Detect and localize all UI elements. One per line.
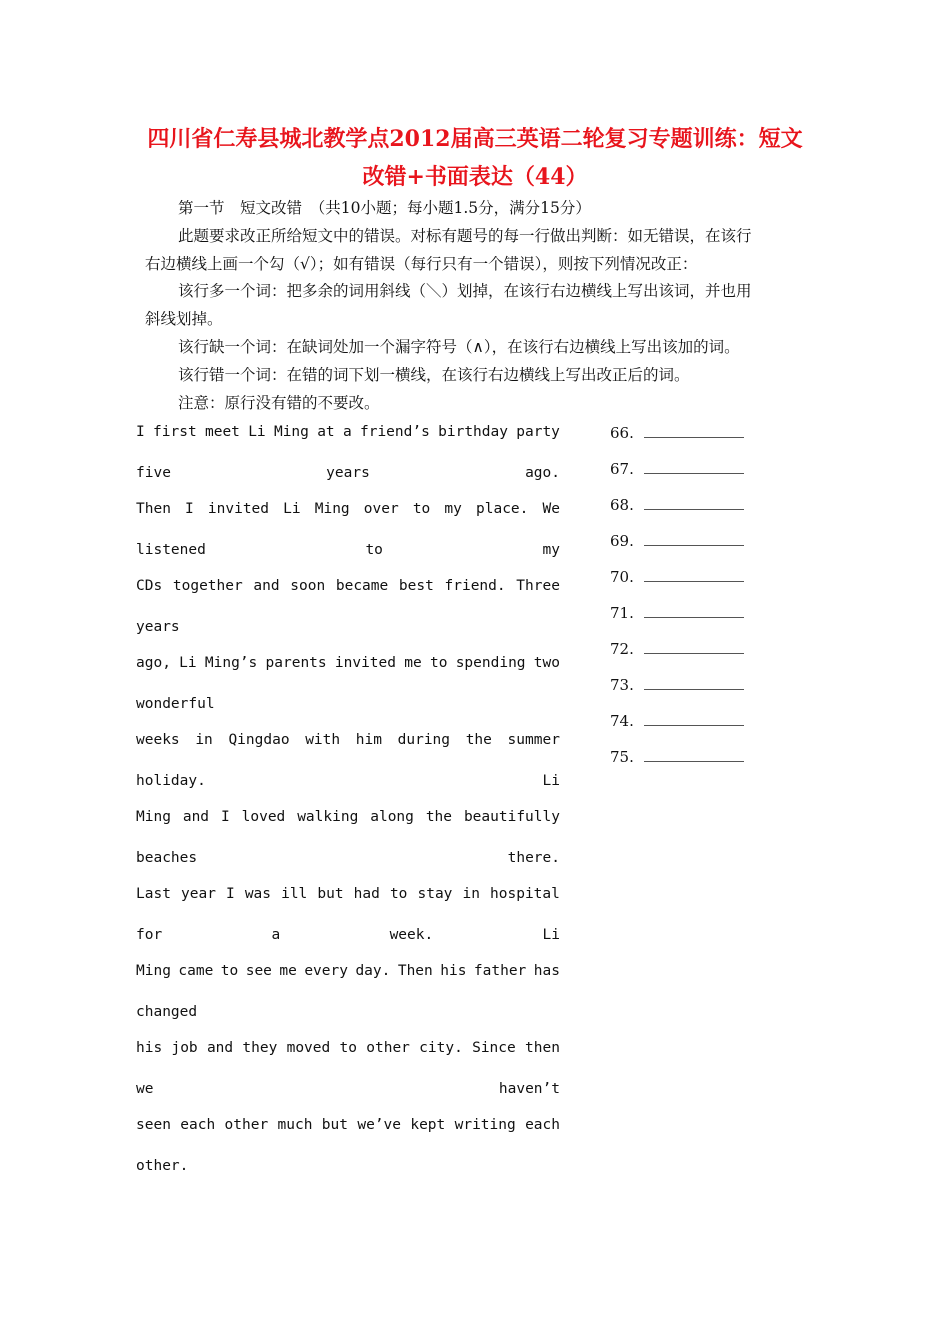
passage-word: there. [507, 850, 560, 866]
instruction-text: 该行错一个词：在错的词下划一横线，在该行右边横线上写出改正后的词。 [178, 366, 690, 384]
passage-word: seen [136, 1117, 171, 1133]
passage-word: five [136, 465, 171, 481]
passage-word: in [195, 732, 213, 748]
passage-word: job [171, 1040, 198, 1056]
passage-word: in [462, 886, 480, 902]
passage-word: Ming [314, 501, 350, 517]
passage-word: friend. [444, 578, 506, 594]
passage-line: wonderful [136, 696, 215, 712]
instruction-text: 右边横线上画一个勾（√）；如有错误（每行只有一个错误），则按下列情况改正： [145, 255, 698, 273]
passage-word: the [465, 732, 492, 748]
passage-word: holiday. [136, 773, 206, 789]
passage-word: summer [507, 732, 560, 748]
question-number: 75. [610, 748, 634, 766]
passage-word: other [366, 1040, 410, 1056]
document-title-line-1: 四川省仁寿县城北教学点2012届高三英语二轮复习专题训练：短文 [147, 126, 803, 152]
passage-word: kept [410, 1117, 446, 1133]
passage-word: each [525, 1117, 560, 1133]
passage-word: at [317, 424, 335, 440]
answer-blank[interactable] [644, 425, 744, 438]
passage-word: each [180, 1117, 216, 1133]
passage-word: over [363, 501, 399, 517]
passage-word: city. [419, 1040, 463, 1056]
passage-word: Ming [136, 963, 171, 979]
passage-word: during [397, 732, 451, 748]
question-number: 69. [610, 532, 634, 550]
passage-word: Ming [273, 424, 309, 440]
passage-word: every [304, 963, 348, 979]
passage-word: but [317, 886, 344, 902]
passage-word: we’ve [357, 1117, 401, 1133]
passage-line [136, 542, 560, 558]
passage-word: years [326, 465, 370, 481]
passage-word: I [226, 886, 235, 902]
passage-word: me [279, 963, 297, 979]
passage-word: ill [281, 886, 308, 902]
passage-word: then [525, 1040, 560, 1056]
passage-word: came [178, 963, 214, 979]
passage-word: soon [290, 578, 326, 594]
passage-word: place. [476, 501, 529, 517]
answer-line-66 [610, 424, 744, 442]
passage-word: beautifully [463, 809, 560, 825]
section-heading: 第一节 短文改错 （共10小题；每小题1.5分，满分15分） [178, 199, 591, 217]
instruction-text: 该行缺一个词：在缺词处加一个漏字符号（∧），在该行右边横线上写出该加的词。 [178, 338, 740, 356]
passage-line [136, 465, 560, 481]
passage-word: listened [136, 542, 206, 558]
passage-word: weeks [136, 732, 180, 748]
passage-word: best [398, 578, 434, 594]
answer-blank[interactable] [644, 641, 744, 654]
answer-line-67 [610, 460, 744, 478]
passage-word: year [181, 886, 216, 902]
passage-word: Ming’s [204, 655, 258, 671]
question-number: 68. [610, 496, 634, 514]
question-number: 70. [610, 568, 634, 586]
passage-word: had [353, 886, 380, 902]
passage-word: has [533, 963, 560, 979]
answer-blank[interactable] [644, 569, 744, 582]
answer-line-75 [610, 748, 744, 766]
passage-word: I [185, 501, 194, 517]
instruction-text: 斜线划掉。 [145, 310, 223, 328]
passage-word: Li [542, 773, 560, 789]
passage-word: other [224, 1117, 269, 1133]
passage-line [136, 850, 560, 866]
passage-line [136, 732, 560, 748]
passage-word: and [206, 1040, 234, 1056]
passage-word: invited [207, 501, 270, 517]
passage-line: changed [136, 1004, 198, 1020]
passage-word: Since [472, 1040, 516, 1056]
passage-line [136, 927, 560, 943]
passage-word: invited [334, 655, 396, 671]
answer-blank[interactable] [644, 749, 744, 762]
passage-word: writing [454, 1117, 516, 1133]
passage-word: to [220, 963, 239, 979]
passage-word: along [370, 809, 414, 825]
answer-line-72 [610, 640, 744, 658]
passage-word: for [136, 927, 163, 943]
passage-word: Ming [136, 809, 171, 825]
passage-line: other. [136, 1158, 189, 1174]
passage-line [136, 501, 560, 517]
passage-word: they [242, 1040, 278, 1056]
passage-word: ago. [525, 465, 560, 481]
passage-line [136, 424, 560, 440]
passage-word: the [425, 809, 453, 825]
passage-word: ago, [136, 655, 171, 671]
passage-word: Last [136, 886, 171, 902]
passage-word: much [277, 1117, 313, 1133]
passage-word: CDs [136, 578, 163, 594]
passage-word: my [542, 542, 560, 558]
question-number: 66. [610, 424, 634, 442]
passage-word: but [321, 1117, 348, 1133]
passage-word: two [533, 655, 560, 671]
passage-word: and [182, 809, 210, 825]
passage-word: haven’t [498, 1081, 560, 1097]
passage-word: together [172, 578, 243, 594]
passage-word: became [335, 578, 389, 594]
question-number: 71. [610, 604, 634, 622]
passage-word: moved [286, 1040, 331, 1056]
passage-word: to [412, 501, 431, 517]
passage-line [136, 655, 560, 671]
passage-word: week. [389, 927, 434, 943]
answer-blank[interactable] [644, 605, 744, 618]
question-number: 73. [610, 676, 634, 694]
passage-word: I [136, 424, 145, 440]
question-number: 74. [610, 712, 634, 730]
passage-word: father [473, 963, 527, 979]
passage-word: to [339, 1040, 357, 1056]
question-number: 67. [610, 460, 634, 478]
passage-word: a [271, 927, 281, 943]
answer-line-74 [610, 712, 744, 730]
answer-line-70 [610, 568, 744, 586]
passage-word: my [444, 501, 462, 517]
passage-word: Li [283, 501, 301, 517]
passage-word: We [542, 501, 560, 517]
passage-word: parents [265, 655, 327, 671]
answer-blank[interactable] [644, 497, 744, 510]
document-title-line-2: 改错+书面表达（44） [362, 164, 588, 190]
passage-word: with [305, 732, 341, 748]
passage-line [136, 963, 560, 979]
passage-word: I [220, 809, 230, 825]
passage-word: to [389, 886, 408, 902]
passage-word: spending [455, 655, 526, 671]
passage-word: Three [516, 578, 560, 594]
answer-line-68 [610, 496, 744, 514]
passage-word: first [153, 424, 197, 440]
answer-blank[interactable] [644, 713, 744, 726]
passage-word: Then [397, 963, 433, 979]
passage-word: day. [355, 963, 391, 979]
passage-word: we [136, 1081, 154, 1097]
answer-blank[interactable] [644, 677, 744, 690]
answer-line-69 [610, 532, 744, 550]
passage-word: Li [542, 927, 560, 943]
passage-word: Li [179, 655, 197, 671]
passage-word: meet [204, 424, 240, 440]
passage-word: Qingdao [228, 732, 290, 748]
passage-word: party [516, 424, 560, 440]
passage-line [136, 886, 560, 902]
passage-word: him [355, 732, 382, 748]
passage-line [136, 1081, 560, 1097]
passage-word: to [429, 655, 448, 671]
instruction-note: 注意：原行没有错的不要改。 [178, 394, 380, 412]
passage-word: Then [136, 501, 171, 517]
instruction-text: 该行多一个词：把多余的词用斜线（＼）划掉，在该行右边横线上写出该词，并也用 [178, 282, 752, 300]
answer-blank[interactable] [644, 533, 744, 546]
passage-word: his [136, 1040, 163, 1056]
passage-word: was [244, 886, 272, 902]
passage-word: beaches [136, 850, 198, 866]
passage-word: Li [248, 424, 266, 440]
passage-word: hospital [490, 886, 560, 902]
passage-word: a [342, 424, 352, 440]
passage-word: friend’s [359, 424, 430, 440]
question-number: 72. [610, 640, 634, 658]
instruction-text: 此题要求改正所给短文中的错误。对标有题号的每一行做出判断：如无错误，在该行 [178, 227, 752, 245]
passage-line [136, 1117, 560, 1133]
passage-word: loved [241, 809, 286, 825]
passage-word: and [253, 578, 280, 594]
answer-blank[interactable] [644, 461, 744, 474]
passage-line [136, 809, 560, 825]
passage-line [136, 1040, 560, 1056]
passage-line: years [136, 619, 180, 635]
passage-word: walking [297, 809, 359, 825]
answer-line-71 [610, 604, 744, 622]
passage-word: birthday [438, 424, 508, 440]
answer-line-73 [610, 676, 744, 694]
passage-word: see [245, 963, 272, 979]
passage-word: to [365, 542, 383, 558]
passage-line [136, 578, 560, 594]
passage-line [136, 773, 560, 789]
passage-word: his [440, 963, 467, 979]
passage-word: me [404, 655, 422, 671]
passage-word: stay [417, 886, 453, 902]
